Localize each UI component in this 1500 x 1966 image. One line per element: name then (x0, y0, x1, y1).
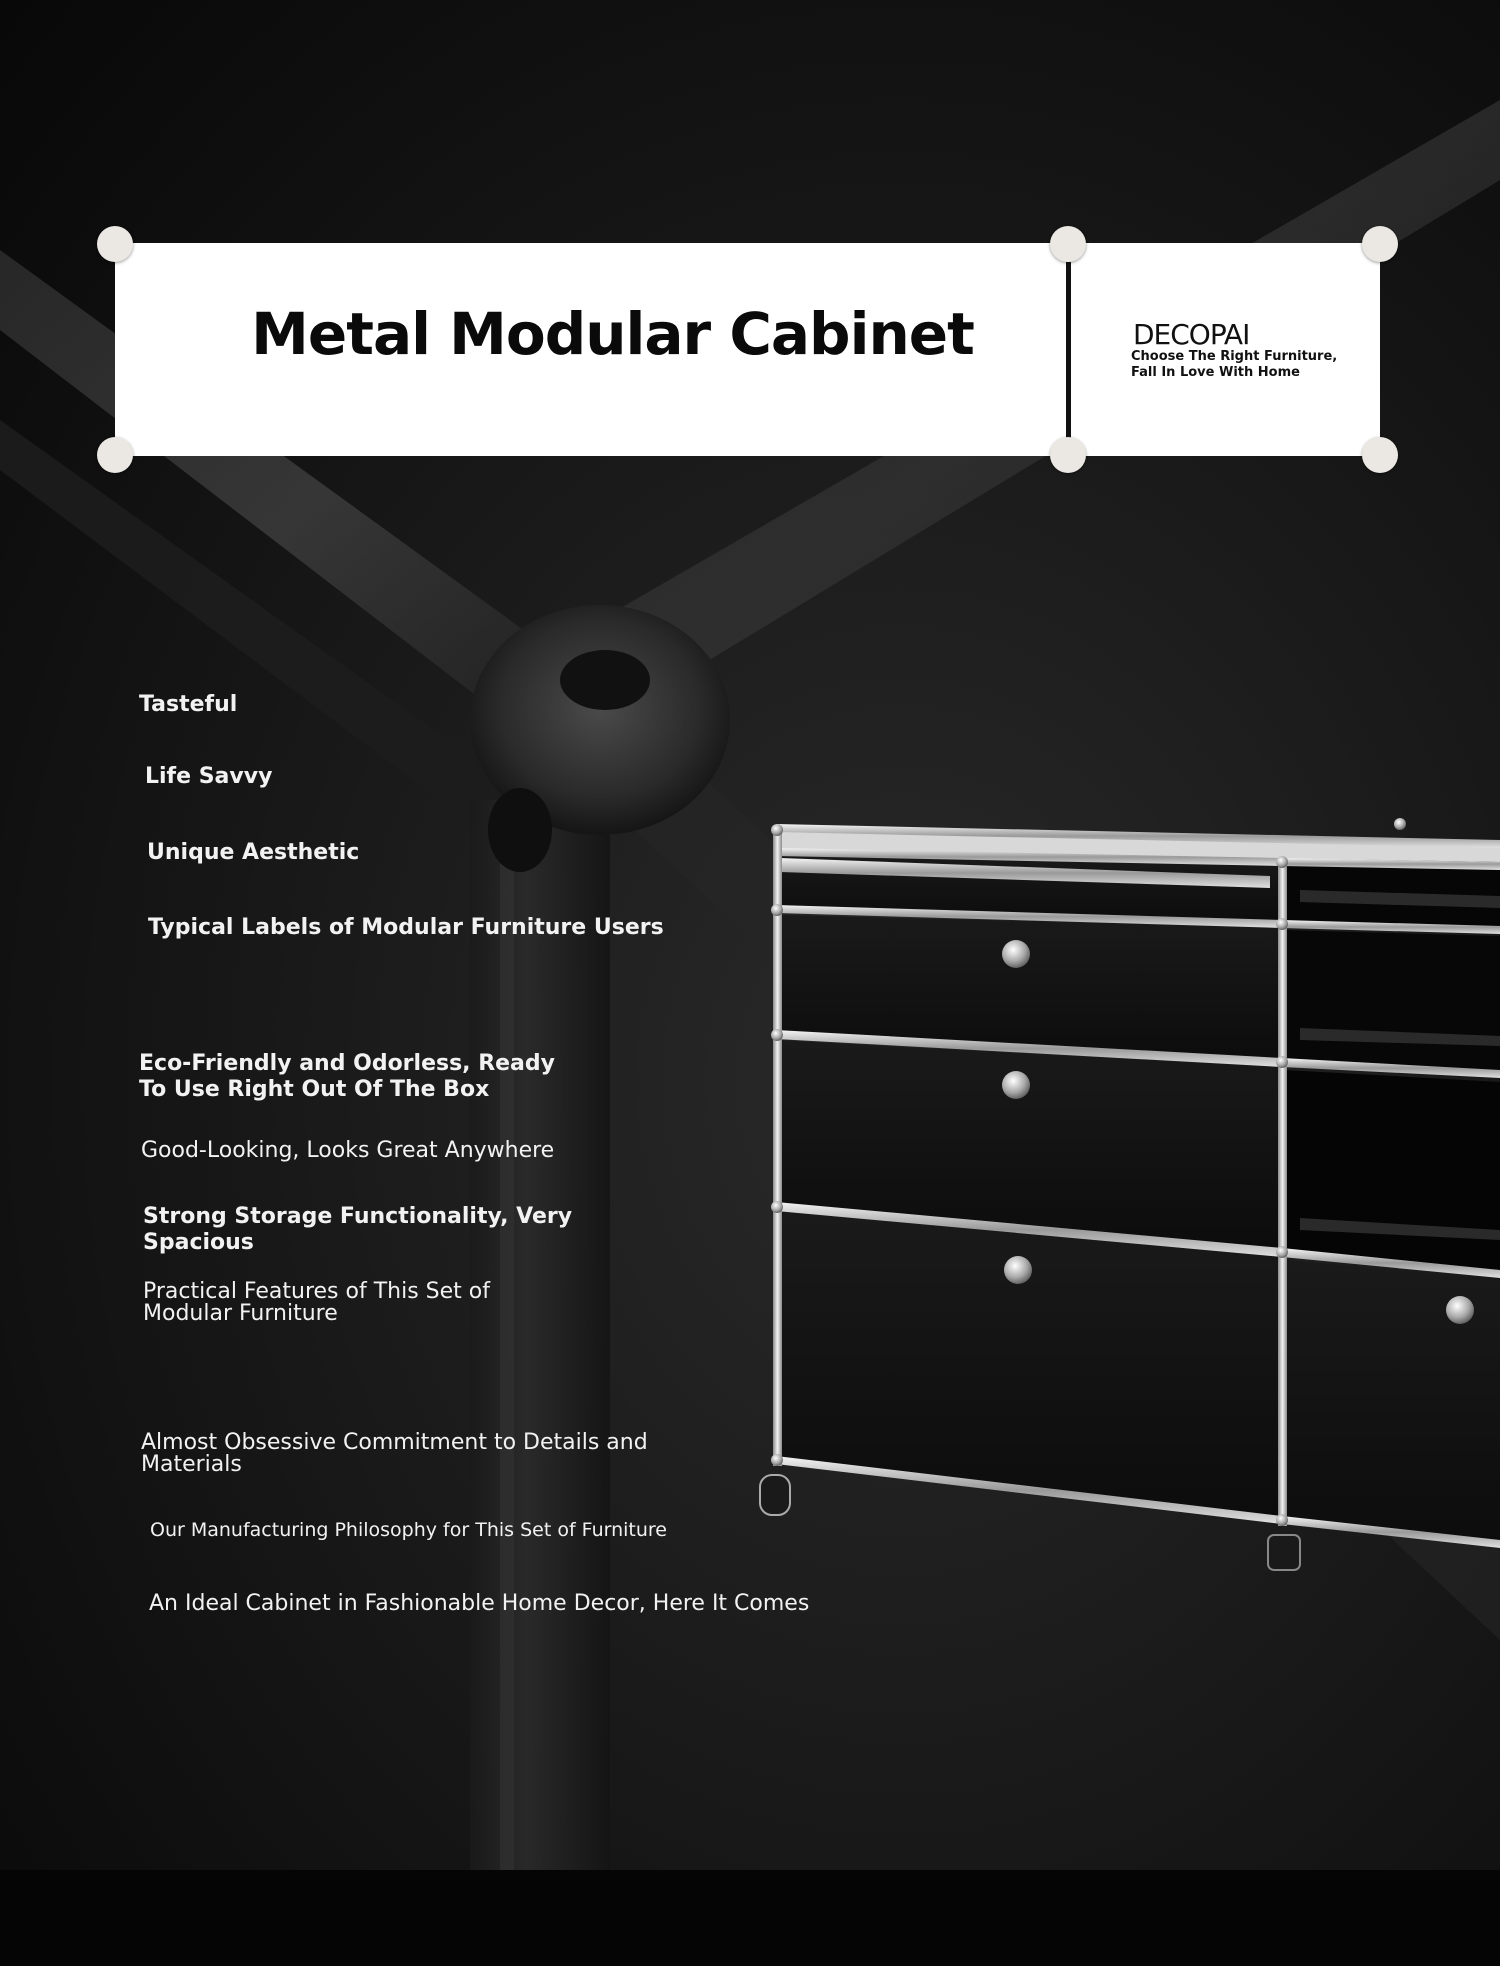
label-tasteful: Tasteful (139, 692, 238, 717)
brand-tagline (1131, 349, 1351, 381)
brand-tagline-line: Fall In Love With Home (1131, 365, 1300, 380)
banner-pin (1050, 437, 1086, 473)
banner-pin (1362, 437, 1398, 473)
label-practical-features (143, 1281, 490, 1325)
banner-pin (97, 437, 133, 473)
label-typical-labels: Typical Labels of Modular Furniture Users (148, 915, 664, 940)
label-obsessive-commitment (141, 1432, 648, 1476)
page-title: Metal Modular Cabinet (251, 300, 974, 368)
brand-tagline-line: Choose The Right Furniture, (1131, 349, 1338, 364)
label-ideal-cabinet: An Ideal Cabinet in Fashionable Home Decor, Here It Comes (149, 1591, 810, 1616)
brand-logo: DECOPAI (1133, 318, 1250, 351)
cabinet-image (750, 800, 1500, 1580)
label-line: To Use Right Out Of The Box (139, 1077, 490, 1102)
label-good-looking: Good-Looking, Looks Great Anywhere (141, 1138, 555, 1163)
banner-pin (97, 226, 133, 262)
label-line: Strong Storage Functionality, Very (143, 1204, 573, 1229)
label-manufacturing-philosophy: Our Manufacturing Philosophy for This Set of Furniture (150, 1519, 667, 1541)
label-line: Modular Furniture (143, 1301, 338, 1326)
label-line: Eco-Friendly and Odorless, Ready (139, 1051, 555, 1076)
label-life-savvy: Life Savvy (145, 764, 273, 789)
label-strong-storage (143, 1204, 572, 1256)
label-eco-friendly (139, 1051, 555, 1103)
label-unique-aesthetic: Unique Aesthetic (147, 840, 360, 865)
label-line: Materials (141, 1452, 242, 1477)
label-line: Spacious (143, 1230, 254, 1255)
label-line: Almost Obsessive Commitment to Details and (141, 1430, 648, 1455)
banner-pin (1050, 226, 1086, 262)
label-line: Practical Features of This Set of (143, 1279, 490, 1304)
banner-pin (1362, 226, 1398, 262)
